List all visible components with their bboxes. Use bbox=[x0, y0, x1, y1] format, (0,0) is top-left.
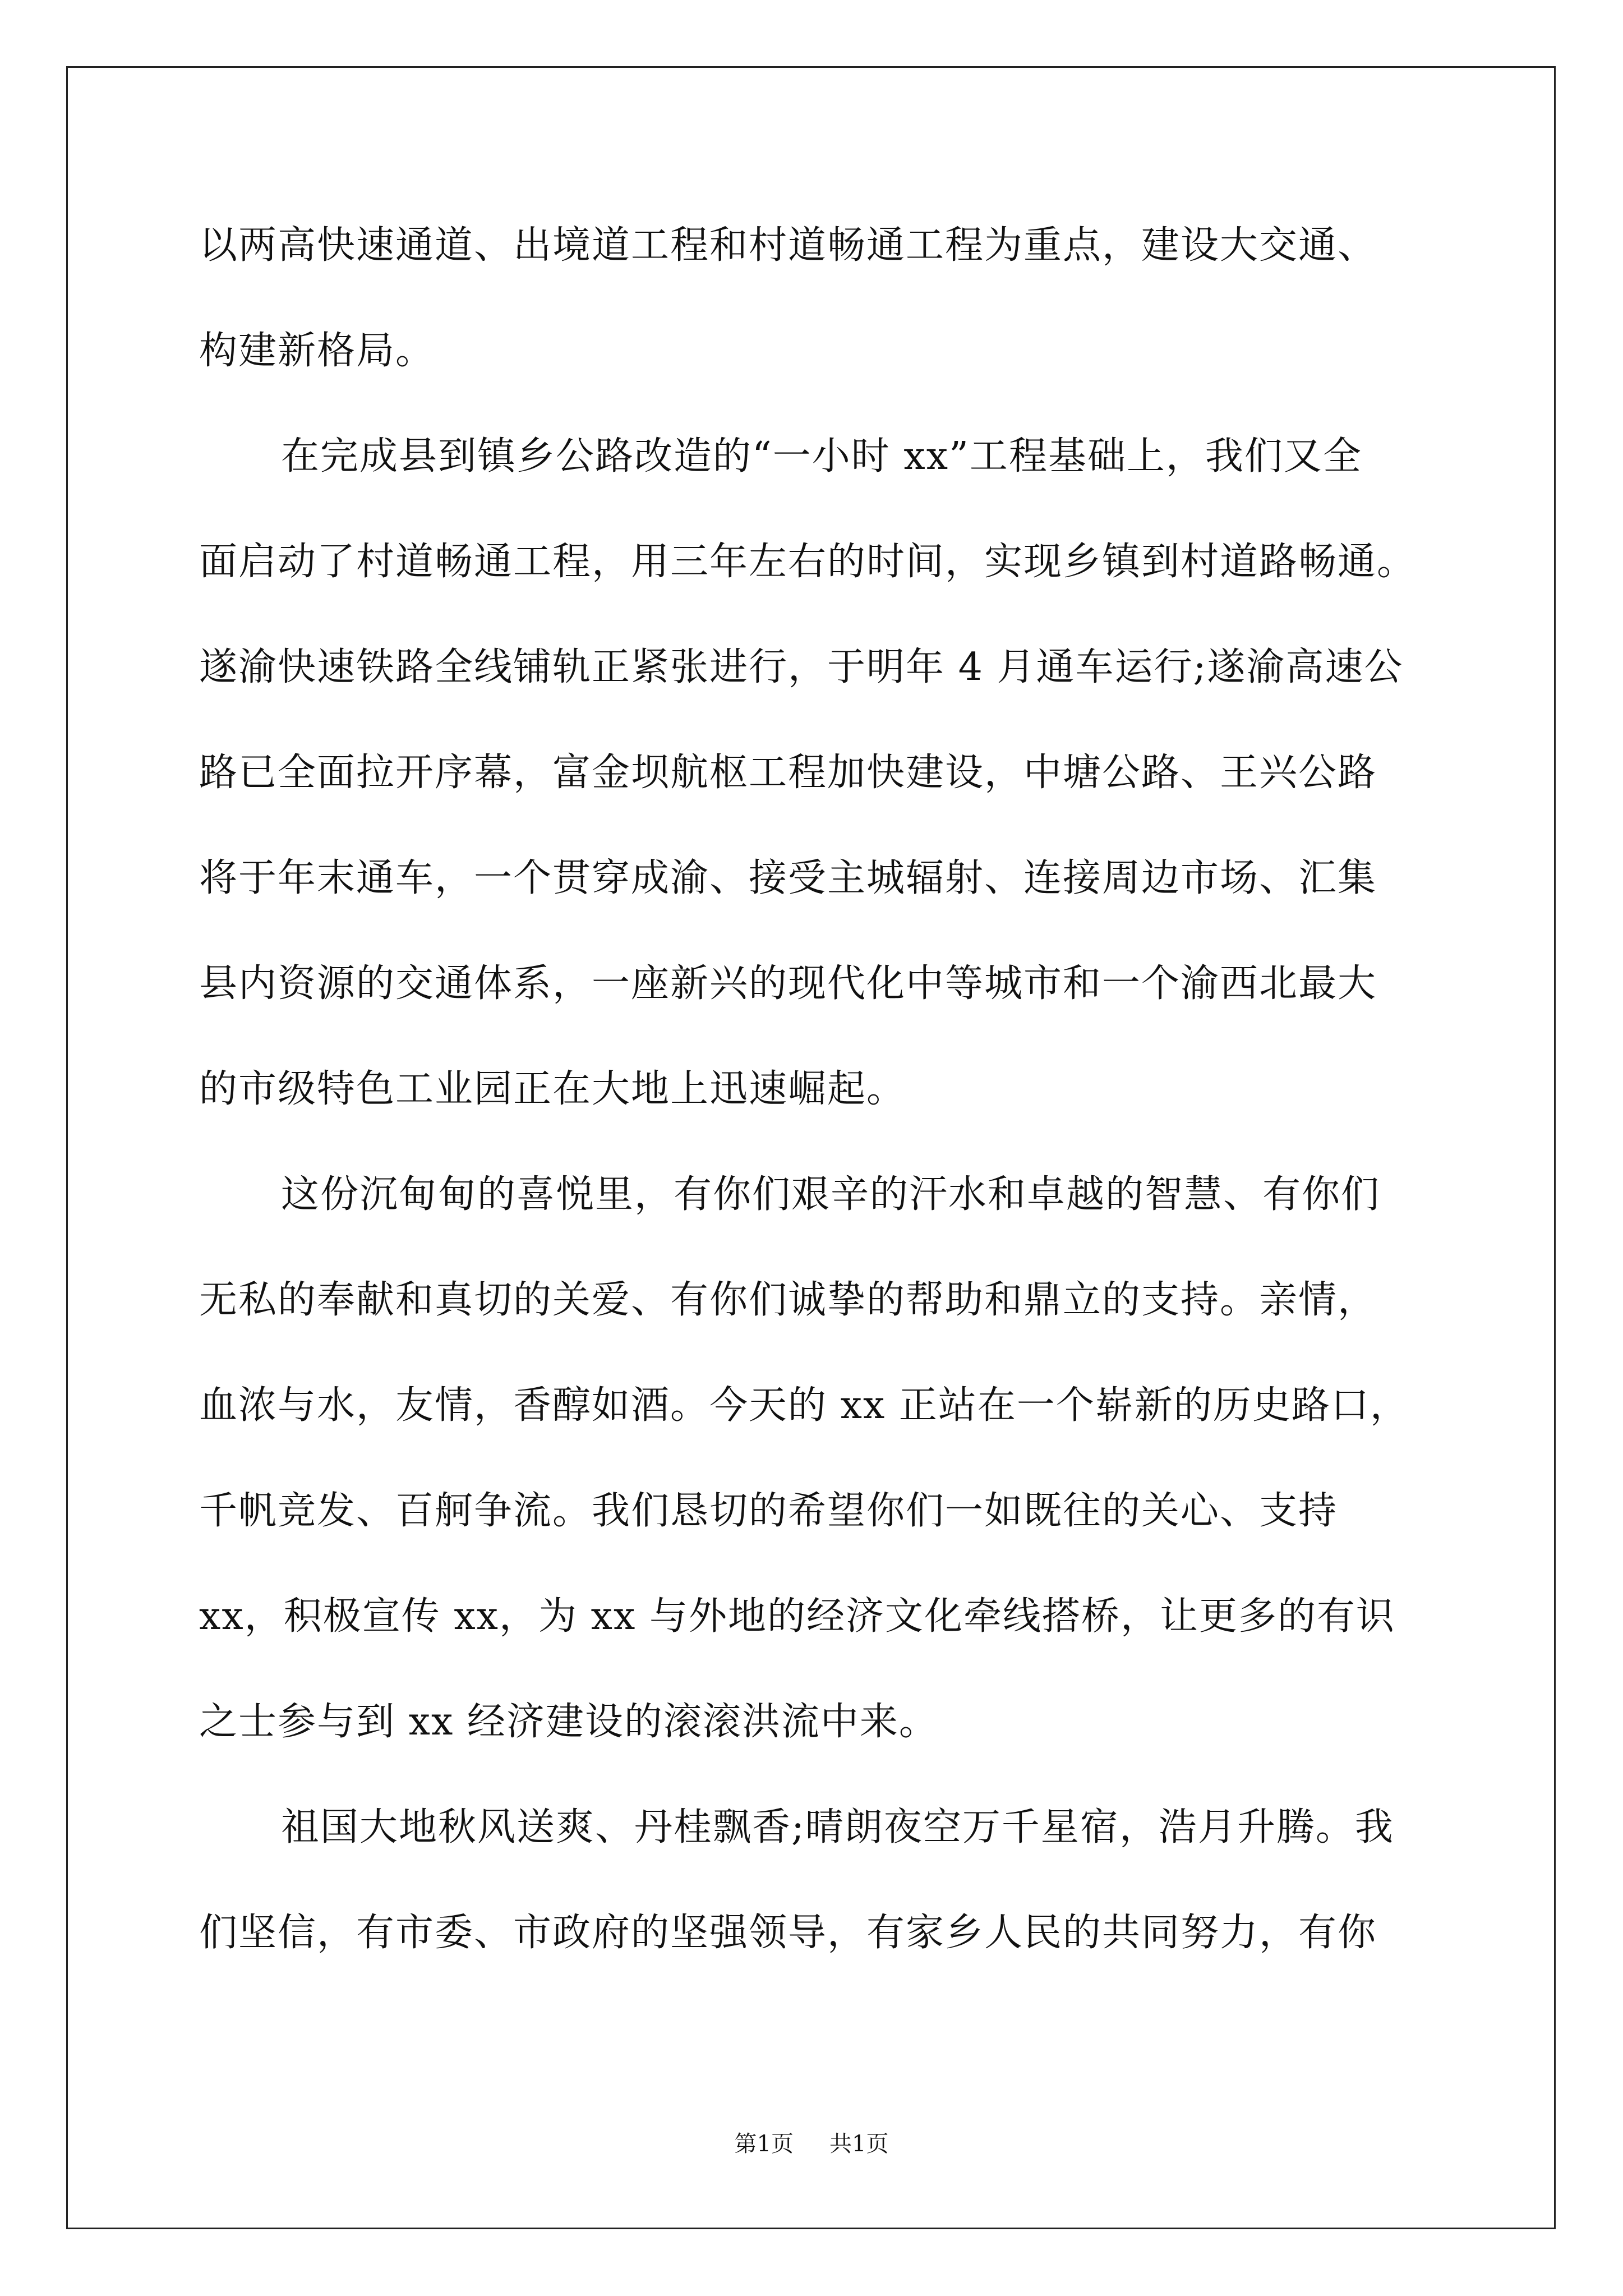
text-line: 血浓与水，友情，香醇如酒。今天的 xx 正站在一个崭新的历史路口， bbox=[199, 1383, 1409, 1428]
page-footer bbox=[0, 2126, 1623, 2158]
text-line: 在完成县到镇乡公路改造的“一小时 xx”工程基础上，我们又全 bbox=[281, 434, 1362, 478]
text-line: 构建新格局。 bbox=[199, 329, 435, 373]
text-line: 千帆竞发、百舸争流。我们恳切的希望你们一如既往的关心、支持 bbox=[199, 1489, 1338, 1533]
text-line: 无私的奉献和真切的关爱、有你们诚挚的帮助和鼎立的支持。亲情， bbox=[199, 1278, 1377, 1322]
document-body bbox=[199, 193, 1441, 1986]
text-line: 祖国大地秋风送爽、丹桂飘香;晴朗夜空万千星宿，浩月升腾。我 bbox=[281, 1805, 1394, 1849]
text-line: xx，积极宣传 xx，为 xx 与外地的经济文化牵线搭桥，让更多的有识 bbox=[199, 1594, 1395, 1639]
text-line: 遂渝快速铁路全线铺轨正紧张进行，于明年 4 月通车运行;遂渝高速公 bbox=[199, 645, 1404, 689]
text-line: 的市级特色工业园正在大地上迅速崛起。 bbox=[199, 1067, 906, 1111]
text-line: 以两高快速通道、出境道工程和村道畅通工程为重点，建设大交通、 bbox=[199, 223, 1377, 268]
text-line: 面启动了村道畅通工程，用三年左右的时间，实现乡镇到村道路畅通。 bbox=[199, 540, 1417, 584]
page-number-total: 共1页 bbox=[829, 2131, 889, 2157]
text-line: 将于年末通车，一个贯穿成渝、接受主城辐射、连接周边市场、汇集 bbox=[199, 856, 1377, 900]
text-line: 县内资源的交通体系，一座新兴的现代化中等城市和一个渝西北最大 bbox=[199, 961, 1377, 1006]
text-line: 路已全面拉开序幕，富金坝航枢工程加快建设，中塘公路、王兴公路 bbox=[199, 751, 1377, 795]
page-number-current: 第1页 bbox=[734, 2131, 794, 2157]
text-line: 之士参与到 xx 经济建设的滚滚洪流中来。 bbox=[199, 1700, 938, 1744]
text-line: 这份沉甸甸的喜悦里，有你们艰辛的汗水和卓越的智慧、有你们 bbox=[281, 1172, 1381, 1217]
text-line: 们坚信，有市委、市政府的坚强领导，有家乡人民的共同努力，有你 bbox=[199, 1911, 1377, 1955]
